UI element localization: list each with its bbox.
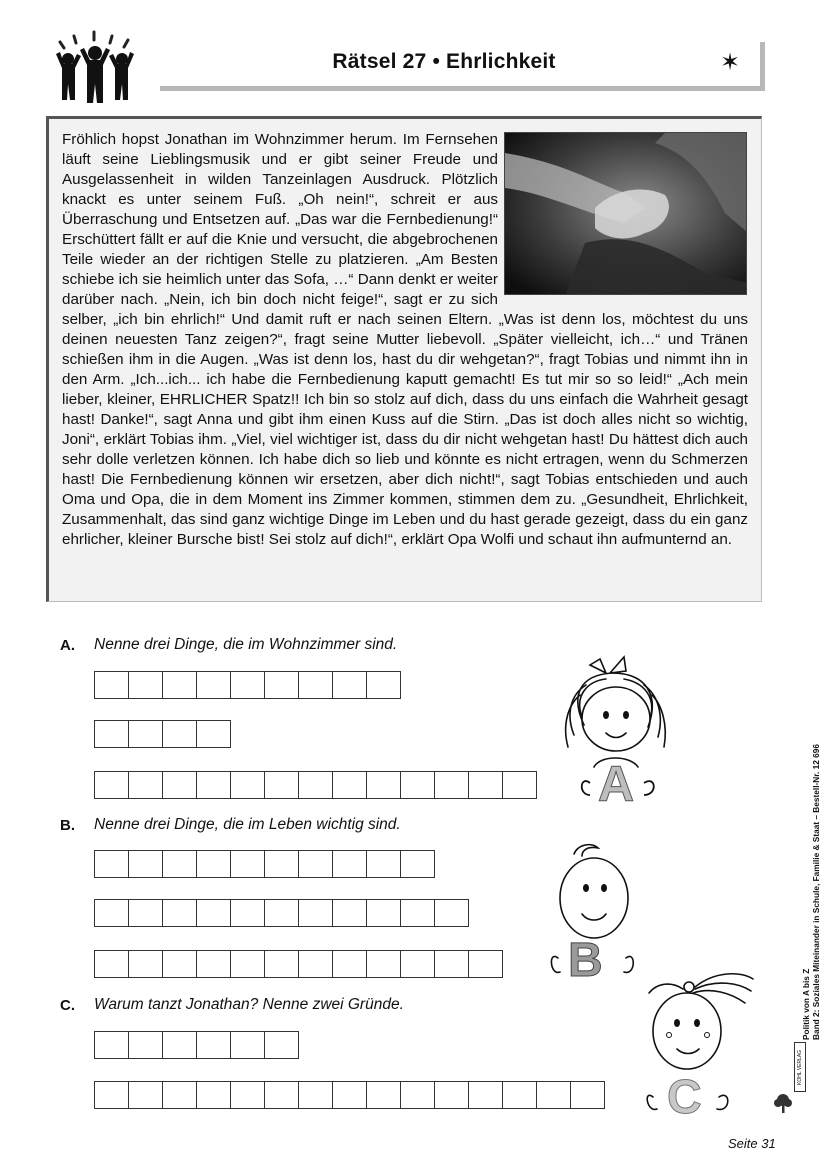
page-title: Rätsel 27 • Ehrlichkeit <box>332 50 556 73</box>
task-a-question: Nenne drei Dinge, die im Wohnzimmer sind. <box>94 636 398 653</box>
girl-figure-c-icon <box>645 965 755 1115</box>
answer-box-cell[interactable] <box>94 850 129 878</box>
answer-box-cell[interactable] <box>128 899 163 927</box>
answer-boxes-a1[interactable] <box>94 671 400 699</box>
answer-box-cell[interactable] <box>570 1081 605 1109</box>
story-paragraph: Fröhlich hopst Jonathan im Wohnzimmer herum. Im Fernsehen läuft seine Lieblingsmusik und er gibt seiner Freude und Ausgelassenheit in wilden Tanzeinlagen Ausdruck. Plötzlich knackt es unter seinem Fuß. „Oh nein!“, schreit er aus Überraschung und Entsetzen auf. „Das war die Fernbedienung!“ Erschüttert fällt er auf die Knie und versucht, die abgebrochenen Teile wieder an der richtigen Stelle zu platzieren. „Am Besten schiebe ich sie heimlich unter das Sofa, …“ Dann denkt er weiter darüber nach. „Nein, ich bin doch nicht feige!“, sagt er zu sich selber, „ich bin ehrlich!“ Und damit ruft er nach seinen Eltern. „Was ist denn los, möchtest du uns deinen neuesten Tanz zeigen?“, fragt seine Mutter liebevoll. „Später vielleicht, ich…“ und Tränen schießen ihm in die Augen. „Was ist denn los, hast du dir wehgetan?“, fragt Tobias und nimmt ihn in den Arm. „Ich...ich... ich habe die Fernbedienung kaputt gemacht! Es tut mir so so leid!“ „Ach mein lieber, kleiner, EHRLICHER Spatz!! Ich bin so stolz auf dich, dass du uns einfach die Wahrheit gesagt hast! Danke!“, sagt Anna und gibt ihm einen Kuss auf die Stirn. „Das ist doch alles nicht so wichtig, Joni“, erklärt Tobias ihm. „Viel, viel wichtiger ist, dass du dir nicht wehgetan hast! Du hättest dich auch sehr dolle verletzen können. Ich habe dich so lieb und könnte es nicht ertragen, wenn du Schmerzen hast! Die Fernbedienung können wir ersetzen, aber dich nicht!“, sagt Tobias entschieden und auch Oma und Opa, die in dem Moment ins Zimmer kommen, stimmen dem zu. „Gesundheit, Ehrlichkeit, Zusammenhalt, das sind ganz wichtige Dinge im Leben und du hast gerade gezeigt, dass du ein ganz ehrlicher, kleiner Bursche bist! Sei stolz auf dich!“, erklärt Opa Wolfi und schaut ihn aufmunternd an. <box>62 131 748 548</box>
answer-box-cell[interactable] <box>332 771 367 799</box>
answer-box-cell[interactable] <box>128 950 163 978</box>
task-a-letter: A. <box>60 637 75 654</box>
answer-box-cell[interactable] <box>366 771 401 799</box>
answer-boxes-b3[interactable] <box>94 950 502 978</box>
answer-box-cell[interactable] <box>332 950 367 978</box>
answer-box-cell[interactable] <box>162 1031 197 1059</box>
girl-figure-a-icon <box>560 655 670 805</box>
answer-box-cell[interactable] <box>230 771 265 799</box>
answer-box-cell[interactable] <box>128 771 163 799</box>
answer-box-cell[interactable] <box>230 1081 265 1109</box>
answer-box-cell[interactable] <box>128 1081 163 1109</box>
answer-box-cell[interactable] <box>468 1081 503 1109</box>
answer-box-cell[interactable] <box>162 1081 197 1109</box>
answer-box-cell[interactable] <box>366 950 401 978</box>
figure-b-letter: B <box>568 934 603 980</box>
answer-box-cell[interactable] <box>434 899 469 927</box>
answer-box-cell[interactable] <box>94 950 129 978</box>
answer-box-cell[interactable] <box>366 1081 401 1109</box>
answer-box-cell[interactable] <box>230 1031 265 1059</box>
answer-box-cell[interactable] <box>196 850 231 878</box>
answer-box-cell[interactable] <box>196 950 231 978</box>
answer-box-cell[interactable] <box>298 850 333 878</box>
task-c-letter: C. <box>60 997 75 1014</box>
answer-box-cell[interactable] <box>94 899 129 927</box>
answer-box-cell[interactable] <box>502 771 537 799</box>
star-icon: ✶ <box>720 49 741 76</box>
answer-box-cell[interactable] <box>162 720 197 748</box>
page-number: Seite 31 <box>728 1136 776 1151</box>
answer-box-cell[interactable] <box>94 1081 129 1109</box>
imprint-series: Politik von A bis Z <box>801 968 811 1040</box>
answer-box-cell[interactable] <box>162 771 197 799</box>
task-c-question: Warum tanzt Jonathan? Nenne zwei Gründe. <box>94 996 404 1013</box>
answer-box-cell[interactable] <box>536 1081 571 1109</box>
answer-box-cell[interactable] <box>434 771 469 799</box>
answer-box-cell[interactable] <box>264 771 299 799</box>
answer-box-cell[interactable] <box>366 850 401 878</box>
answer-box-cell[interactable] <box>162 671 197 699</box>
answer-box-cell[interactable] <box>196 1081 231 1109</box>
answer-box-cell[interactable] <box>264 1081 299 1109</box>
answer-box-cell[interactable] <box>298 671 333 699</box>
answer-box-cell[interactable] <box>366 899 401 927</box>
task-b-letter: B. <box>60 817 75 834</box>
answer-box-cell[interactable] <box>162 899 197 927</box>
baby-figure-b-icon <box>548 840 638 980</box>
answer-box-cell[interactable] <box>332 1081 367 1109</box>
answer-box-cell[interactable] <box>230 850 265 878</box>
answer-box-cell[interactable] <box>502 1081 537 1109</box>
people-cheering-logo-icon <box>50 28 145 106</box>
answer-box-cell[interactable] <box>196 720 231 748</box>
answer-box-cell[interactable] <box>400 899 435 927</box>
answer-box-cell[interactable] <box>128 671 163 699</box>
figure-a-letter: A <box>598 756 635 805</box>
publisher-logo: KOHL VERLAG <box>794 1042 806 1092</box>
answer-box-cell[interactable] <box>162 850 197 878</box>
answer-box-cell[interactable] <box>196 899 231 927</box>
hands-photo <box>504 132 747 295</box>
imprint-volume: Band 2: Soziales Miteinander in Schule, Familie & Staat – Bestell-Nr. 12 696 <box>811 743 821 1040</box>
answer-box-cell[interactable] <box>400 850 435 878</box>
answer-box-cell[interactable] <box>298 899 333 927</box>
answer-boxes-a2[interactable] <box>94 720 230 748</box>
answer-box-cell[interactable] <box>332 671 367 699</box>
answer-box-cell[interactable] <box>264 1031 299 1059</box>
answer-box-cell[interactable] <box>468 950 503 978</box>
task-b-question: Nenne drei Dinge, die im Leben wichtig sind. <box>94 816 401 833</box>
answer-box-cell[interactable] <box>94 671 129 699</box>
answer-box-cell[interactable] <box>434 950 469 978</box>
answer-boxes-b1[interactable] <box>94 850 434 878</box>
answer-box-cell[interactable] <box>128 1031 163 1059</box>
answer-box-cell[interactable] <box>400 771 435 799</box>
imprint-vertical <box>801 744 821 1040</box>
figure-c-letter: C <box>667 1071 702 1115</box>
answer-box-cell[interactable] <box>230 671 265 699</box>
answer-box-cell[interactable] <box>468 771 503 799</box>
answer-box-cell[interactable] <box>332 899 367 927</box>
answer-box-cell[interactable] <box>264 850 299 878</box>
answer-boxes-b2[interactable] <box>94 899 468 927</box>
answer-box-cell[interactable] <box>298 771 333 799</box>
answer-box-cell[interactable] <box>298 1081 333 1109</box>
answer-box-cell[interactable] <box>94 771 129 799</box>
answer-box-cell[interactable] <box>94 1031 129 1059</box>
tree-logo-icon <box>772 1092 794 1114</box>
answer-box-cell[interactable] <box>230 899 265 927</box>
answer-box-cell[interactable] <box>400 1081 435 1109</box>
answer-box-cell[interactable] <box>230 950 265 978</box>
answer-box-cell[interactable] <box>196 671 231 699</box>
answer-box-cell[interactable] <box>128 850 163 878</box>
answer-box-cell[interactable] <box>264 671 299 699</box>
answer-box-cell[interactable] <box>332 850 367 878</box>
answer-boxes-a3[interactable] <box>94 771 536 799</box>
answer-box-cell[interactable] <box>264 950 299 978</box>
answer-box-cell[interactable] <box>128 720 163 748</box>
answer-box-cell[interactable] <box>298 950 333 978</box>
answer-box-cell[interactable] <box>196 771 231 799</box>
answer-boxes-c1[interactable] <box>94 1031 298 1059</box>
answer-box-cell[interactable] <box>264 899 299 927</box>
answer-box-cell[interactable] <box>94 720 129 748</box>
answer-box-cell[interactable] <box>366 671 401 699</box>
answer-box-cell[interactable] <box>162 950 197 978</box>
answer-box-cell[interactable] <box>196 1031 231 1059</box>
answer-box-cell[interactable] <box>400 950 435 978</box>
answer-box-cell[interactable] <box>434 1081 469 1109</box>
answer-boxes-c2[interactable] <box>94 1081 604 1109</box>
